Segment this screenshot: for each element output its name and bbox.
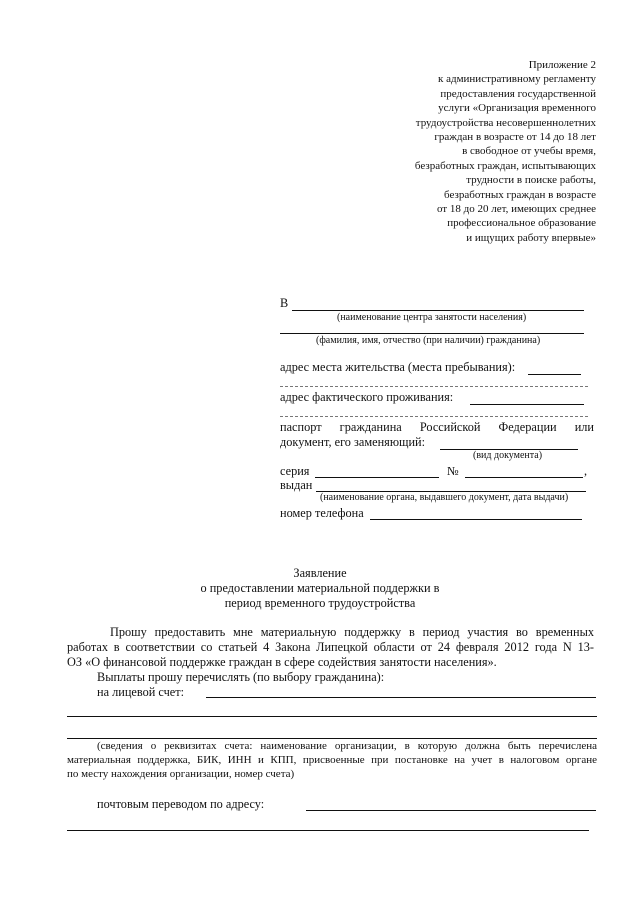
account-label: на лицевой счет: [97, 685, 185, 699]
actual-address-field-line2[interactable] [280, 416, 588, 417]
document-title [0, 566, 640, 611]
actual-address-field[interactable] [470, 404, 584, 405]
number-label: № [447, 464, 459, 478]
postal-label: почтовым переводом по адресу: [97, 797, 265, 811]
title-line: период временного трудоустройства [224, 596, 416, 610]
paragraph-line: Прошу предоставить мне материальную поддержку в период участия во временных [110, 625, 594, 639]
residence-label: адрес места жительства (места пребывания): [280, 360, 516, 374]
postal-address-field[interactable] [306, 810, 596, 811]
to-prefix: В [280, 296, 289, 310]
appendix-line: в свободное от учебы время, [462, 145, 596, 158]
appendix-line: трудности в поиске работы, [466, 174, 596, 187]
phone-field[interactable] [370, 519, 582, 520]
appendix-line: предоставления государственной [440, 87, 596, 100]
appendix-line: безработных граждан, испытывающих [414, 159, 596, 172]
appendix-line: услуги «Организация временного [438, 102, 596, 115]
document-type-hint: (вид документа) [473, 450, 543, 461]
account-field-line3[interactable] [67, 738, 597, 739]
full-name-field[interactable] [280, 333, 584, 334]
payment-choice-label: Выплаты прошу перечислять (по выбору гражданина): [97, 670, 385, 684]
comma: , [584, 464, 588, 478]
passport-label-line2: документ, его заменяющий: [280, 435, 426, 449]
residence-field[interactable] [528, 374, 581, 375]
paragraph-line: ОЗ «О финансовой поддержке граждан в сфере содействия занятости населения». [67, 655, 497, 669]
account-hint-line: по месту нахождения организации, номер счета) [67, 768, 295, 780]
employment-center-hint: (наименование центра занятости населения) [337, 312, 527, 323]
appendix-line: от 18 до 20 лет, имеющих среднее [436, 203, 596, 216]
account-field[interactable] [206, 697, 596, 698]
passport-label-line1: паспорт гражданина Российской Федерации или [280, 420, 594, 434]
appendix-line: Приложение 2 [528, 59, 596, 71]
appendix-line: к административному регламенту [438, 73, 596, 86]
number-field[interactable] [465, 477, 583, 478]
title-line: о предоставлении материальной поддержки в [200, 581, 440, 595]
phone-label: номер телефона [280, 506, 364, 520]
account-field-line2[interactable] [67, 716, 597, 717]
account-hint-line: материальная поддержка, БИК, ИНН и КПП, присвоенные при постановке на учет в налоговом органе [67, 754, 597, 766]
residence-field-line2[interactable] [280, 386, 588, 387]
appendix-line: и ищущих работу впервые» [466, 231, 596, 244]
series-label: серия [280, 464, 310, 478]
series-field[interactable] [315, 477, 439, 478]
postal-address-field-line2[interactable] [67, 830, 589, 831]
appendix-header [415, 58, 596, 245]
title-line: Заявление [293, 566, 347, 580]
employment-center-field[interactable] [292, 310, 584, 311]
actual-address-label: адрес фактического проживания: [280, 390, 454, 404]
paragraph-line: работах в соответствии со статьей 4 Закона Липецкой области от 24 февраля 2012 года N 13- [67, 640, 594, 654]
appendix-line: трудоустройства несовершеннолетних [415, 116, 596, 129]
appendix-line: граждан в возрасте от 14 до 18 лет [434, 131, 596, 144]
account-hint-line: (сведения о реквизитах счета: наименование организации, в которую должна быть перечислена [97, 740, 597, 752]
appendix-line: безработных граждан в возрасте [444, 188, 596, 201]
issued-label: выдан [280, 478, 313, 492]
issued-by-hint: (наименование органа, выдавшего документ, дата выдачи) [320, 492, 569, 503]
full-name-hint: (фамилия, имя, отчество (при наличии) гражданина) [316, 335, 541, 346]
appendix-line: профессиональное образование [447, 217, 596, 230]
